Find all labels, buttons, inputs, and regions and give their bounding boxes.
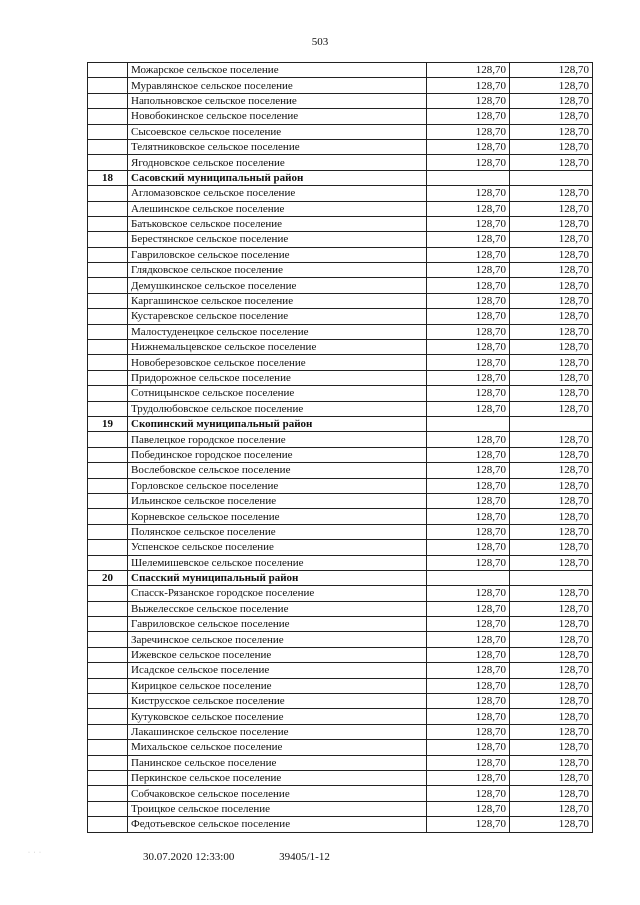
- table-row: [88, 155, 593, 170]
- row-number: [88, 770, 128, 785]
- value-1: 128,70: [427, 755, 510, 770]
- table-row: [88, 293, 593, 308]
- row-number: [88, 540, 128, 555]
- value-2: 128,70: [510, 293, 593, 308]
- settlement-name: Исадское сельское поселение: [128, 663, 427, 678]
- value-2: 128,70: [510, 493, 593, 508]
- table-row: [88, 386, 593, 401]
- value-1: 128,70: [427, 78, 510, 93]
- value-2: [510, 170, 593, 185]
- row-number: [88, 586, 128, 601]
- table-row: [88, 493, 593, 508]
- table-row: [88, 663, 593, 678]
- value-2: 128,70: [510, 694, 593, 709]
- value-1: 128,70: [427, 293, 510, 308]
- value-2: 128,70: [510, 463, 593, 478]
- row-number: [88, 601, 128, 616]
- table-row: [88, 755, 593, 770]
- value-1: 128,70: [427, 770, 510, 785]
- settlement-name: Глядковское сельское поселение: [128, 263, 427, 278]
- settlement-name: Лакашинское сельское поселение: [128, 724, 427, 739]
- value-2: 128,70: [510, 124, 593, 139]
- row-number: [88, 463, 128, 478]
- table-row: [88, 139, 593, 154]
- settlement-name: Скопинский муниципальный район: [128, 416, 427, 431]
- value-2: 128,70: [510, 386, 593, 401]
- value-2: 128,70: [510, 155, 593, 170]
- settlement-name: Сасовский муниципальный район: [128, 170, 427, 185]
- value-2: 128,70: [510, 63, 593, 78]
- table-row: [88, 216, 593, 231]
- value-2: 128,70: [510, 232, 593, 247]
- value-1: [427, 570, 510, 585]
- settlement-name: Шелемишевское сельское поселение: [128, 555, 427, 570]
- row-number: [88, 309, 128, 324]
- row-number: [88, 786, 128, 801]
- table-row: [88, 601, 593, 616]
- row-number: [88, 201, 128, 216]
- table-row: [88, 432, 593, 447]
- settlement-name: Демушкинское сельское поселение: [128, 278, 427, 293]
- row-number: [88, 370, 128, 385]
- value-1: 128,70: [427, 617, 510, 632]
- table-row: [88, 740, 593, 755]
- row-number: [88, 386, 128, 401]
- district-row: [88, 416, 593, 431]
- value-1: 128,70: [427, 155, 510, 170]
- row-number: [88, 401, 128, 416]
- value-1: 128,70: [427, 370, 510, 385]
- footer: [143, 851, 330, 863]
- value-2: 128,70: [510, 432, 593, 447]
- value-2: 128,70: [510, 447, 593, 462]
- row-number: [88, 524, 128, 539]
- value-1: 128,70: [427, 663, 510, 678]
- table-row: [88, 478, 593, 493]
- value-1: 128,70: [427, 324, 510, 339]
- value-1: 128,70: [427, 340, 510, 355]
- value-2: 128,70: [510, 216, 593, 231]
- value-1: 128,70: [427, 263, 510, 278]
- row-number: [88, 509, 128, 524]
- table-row: [88, 263, 593, 278]
- district-row: [88, 570, 593, 585]
- row-number: 19: [88, 416, 128, 431]
- table-row: [88, 632, 593, 647]
- value-1: 128,70: [427, 632, 510, 647]
- value-2: 128,70: [510, 263, 593, 278]
- table-row: [88, 678, 593, 693]
- value-2: 128,70: [510, 401, 593, 416]
- table-row: [88, 463, 593, 478]
- table-row: [88, 124, 593, 139]
- row-number: [88, 724, 128, 739]
- value-2: 128,70: [510, 817, 593, 832]
- value-2: 128,70: [510, 355, 593, 370]
- value-1: 128,70: [427, 232, 510, 247]
- table-row: [88, 817, 593, 832]
- table-row: [88, 278, 593, 293]
- settlement-name: Собчаковское сельское поселение: [128, 786, 427, 801]
- row-number: [88, 447, 128, 462]
- table-row: [88, 724, 593, 739]
- value-2: 128,70: [510, 724, 593, 739]
- table-row: [88, 63, 593, 78]
- settlement-name: Гавриловское сельское поселение: [128, 247, 427, 262]
- table-row: [88, 109, 593, 124]
- settlement-name: Перкинское сельское поселение: [128, 770, 427, 785]
- row-number: [88, 232, 128, 247]
- settlements-table: [87, 62, 593, 833]
- table-row: [88, 355, 593, 370]
- settlement-name: Батьковское сельское поселение: [128, 216, 427, 231]
- value-2: 128,70: [510, 755, 593, 770]
- value-2: 128,70: [510, 139, 593, 154]
- value-1: 128,70: [427, 509, 510, 524]
- value-2: 128,70: [510, 601, 593, 616]
- row-number: [88, 186, 128, 201]
- value-2: 128,70: [510, 663, 593, 678]
- value-2: 128,70: [510, 586, 593, 601]
- row-number: [88, 355, 128, 370]
- value-1: 128,70: [427, 524, 510, 539]
- row-number: [88, 709, 128, 724]
- value-1: 128,70: [427, 586, 510, 601]
- value-1: 128,70: [427, 247, 510, 262]
- row-number: [88, 647, 128, 662]
- value-2: 128,70: [510, 247, 593, 262]
- table-row: [88, 401, 593, 416]
- value-2: 128,70: [510, 632, 593, 647]
- table-row: [88, 309, 593, 324]
- settlement-name: Выжелесское сельское поселение: [128, 601, 427, 616]
- row-number: [88, 694, 128, 709]
- footer-timestamp: 30.07.2020 12:33:00: [143, 851, 235, 863]
- settlement-name: Вослебовское сельское поселение: [128, 463, 427, 478]
- value-2: 128,70: [510, 647, 593, 662]
- value-1: 128,70: [427, 647, 510, 662]
- row-number: [88, 755, 128, 770]
- table-row: [88, 247, 593, 262]
- value-1: [427, 416, 510, 431]
- value-1: 128,70: [427, 93, 510, 108]
- value-1: 128,70: [427, 709, 510, 724]
- row-number: [88, 801, 128, 816]
- value-1: 128,70: [427, 801, 510, 816]
- settlement-name: Новобокинское сельское поселение: [128, 109, 427, 124]
- value-1: 128,70: [427, 109, 510, 124]
- value-2: 128,70: [510, 278, 593, 293]
- settlement-name: Спасский муниципальный район: [128, 570, 427, 585]
- value-1: 128,70: [427, 201, 510, 216]
- row-number: 20: [88, 570, 128, 585]
- table-row: [88, 586, 593, 601]
- settlement-name: Сотницынское сельское поселение: [128, 386, 427, 401]
- footer-doc-code: 39405/1-12: [279, 851, 330, 863]
- row-number: [88, 340, 128, 355]
- row-number: [88, 555, 128, 570]
- row-number: [88, 263, 128, 278]
- table-row: [88, 801, 593, 816]
- table-row: [88, 93, 593, 108]
- value-2: 128,70: [510, 93, 593, 108]
- value-2: 128,70: [510, 801, 593, 816]
- value-2: 128,70: [510, 617, 593, 632]
- settlement-name: Напольновское сельское поселение: [128, 93, 427, 108]
- value-1: 128,70: [427, 478, 510, 493]
- settlement-name: Трудолюбовское сельское поселение: [128, 401, 427, 416]
- table-row: [88, 201, 593, 216]
- page-number: 503: [311, 36, 329, 48]
- value-1: 128,70: [427, 678, 510, 693]
- settlement-name: Горловское сельское поселение: [128, 478, 427, 493]
- value-2: 128,70: [510, 309, 593, 324]
- row-number: [88, 93, 128, 108]
- settlement-name: Панинское сельское поселение: [128, 755, 427, 770]
- value-1: 128,70: [427, 555, 510, 570]
- value-2: 128,70: [510, 201, 593, 216]
- settlement-name: Берестянское сельское поселение: [128, 232, 427, 247]
- row-number: [88, 493, 128, 508]
- value-2: 128,70: [510, 770, 593, 785]
- value-2: 128,70: [510, 478, 593, 493]
- settlement-name: Павелецкое городское поселение: [128, 432, 427, 447]
- value-1: 128,70: [427, 493, 510, 508]
- value-2: 128,70: [510, 109, 593, 124]
- value-1: 128,70: [427, 309, 510, 324]
- value-1: 128,70: [427, 186, 510, 201]
- table-row: [88, 447, 593, 462]
- value-2: 128,70: [510, 324, 593, 339]
- value-2: 128,70: [510, 78, 593, 93]
- table-row: [88, 647, 593, 662]
- table-body: [88, 63, 593, 833]
- settlement-name: Малостуденецкое сельское поселение: [128, 324, 427, 339]
- value-2: [510, 570, 593, 585]
- row-number: [88, 740, 128, 755]
- settlement-name: Каргашинское сельское поселение: [128, 293, 427, 308]
- value-1: 128,70: [427, 463, 510, 478]
- value-1: 128,70: [427, 786, 510, 801]
- table-row: [88, 370, 593, 385]
- settlement-name: Михальское сельское поселение: [128, 740, 427, 755]
- row-number: [88, 432, 128, 447]
- settlement-name: Киструсское сельское поселение: [128, 694, 427, 709]
- row-number: [88, 817, 128, 832]
- settlement-name: Муравлянское сельское поселение: [128, 78, 427, 93]
- settlement-name: Можарское сельское поселение: [128, 63, 427, 78]
- table-row: [88, 232, 593, 247]
- value-2: 128,70: [510, 340, 593, 355]
- row-number: [88, 663, 128, 678]
- value-1: [427, 170, 510, 185]
- value-2: 128,70: [510, 740, 593, 755]
- row-number: [88, 632, 128, 647]
- settlement-name: Кирицкое сельское поселение: [128, 678, 427, 693]
- settlement-name: Побединское городское поселение: [128, 447, 427, 462]
- value-2: 128,70: [510, 186, 593, 201]
- value-1: 128,70: [427, 278, 510, 293]
- row-number: [88, 617, 128, 632]
- settlement-name: Ижевское сельское поселение: [128, 647, 427, 662]
- district-row: [88, 170, 593, 185]
- table-row: [88, 509, 593, 524]
- settlement-name: Федотьевское сельское поселение: [128, 817, 427, 832]
- value-1: 128,70: [427, 355, 510, 370]
- row-number: [88, 155, 128, 170]
- value-1: 128,70: [427, 740, 510, 755]
- value-2: 128,70: [510, 709, 593, 724]
- row-number: [88, 293, 128, 308]
- settlement-name: Спасск-Рязанское городское поселение: [128, 586, 427, 601]
- settlement-name: Успенское сельское поселение: [128, 540, 427, 555]
- row-number: [88, 678, 128, 693]
- row-number: [88, 216, 128, 231]
- value-2: 128,70: [510, 524, 593, 539]
- row-number: [88, 139, 128, 154]
- value-2: 128,70: [510, 786, 593, 801]
- table-row: [88, 524, 593, 539]
- value-2: 128,70: [510, 540, 593, 555]
- value-1: 128,70: [427, 724, 510, 739]
- settlement-name: Кутуковское сельское поселение: [128, 709, 427, 724]
- table-row: [88, 694, 593, 709]
- value-1: 128,70: [427, 63, 510, 78]
- value-2: 128,70: [510, 509, 593, 524]
- table-row: [88, 324, 593, 339]
- value-1: 128,70: [427, 601, 510, 616]
- settlement-name: Нижнемальцевское сельское поселение: [128, 340, 427, 355]
- settlement-name: Ильинское сельское поселение: [128, 493, 427, 508]
- settlement-name: Корневское сельское поселение: [128, 509, 427, 524]
- settlement-name: Ягодновское сельское поселение: [128, 155, 427, 170]
- table-row: [88, 540, 593, 555]
- row-number: 18: [88, 170, 128, 185]
- settlement-name: Алешинское сельское поселение: [128, 201, 427, 216]
- settlement-name: Телятниковское сельское поселение: [128, 139, 427, 154]
- settlement-name: Агломазовское сельское поселение: [128, 186, 427, 201]
- table-row: [88, 770, 593, 785]
- row-number: [88, 247, 128, 262]
- value-1: 128,70: [427, 694, 510, 709]
- settlement-name: Троицкое сельское поселение: [128, 801, 427, 816]
- table-row: [88, 617, 593, 632]
- value-1: 128,70: [427, 447, 510, 462]
- settlement-name: Гавриловское сельское поселение: [128, 617, 427, 632]
- table-row: [88, 709, 593, 724]
- value-1: 128,70: [427, 401, 510, 416]
- table-row: [88, 340, 593, 355]
- row-number: [88, 278, 128, 293]
- value-1: 128,70: [427, 432, 510, 447]
- settlement-name: Придорожное сельское поселение: [128, 370, 427, 385]
- scan-mark: · · ·: [28, 850, 42, 856]
- row-number: [88, 478, 128, 493]
- row-number: [88, 124, 128, 139]
- row-number: [88, 78, 128, 93]
- table-row: [88, 186, 593, 201]
- table-row: [88, 786, 593, 801]
- settlement-name: Новоберезовское сельское поселение: [128, 355, 427, 370]
- value-2: 128,70: [510, 370, 593, 385]
- value-2: [510, 416, 593, 431]
- value-1: 128,70: [427, 216, 510, 231]
- value-1: 128,70: [427, 817, 510, 832]
- value-1: 128,70: [427, 386, 510, 401]
- value-1: 128,70: [427, 139, 510, 154]
- row-number: [88, 63, 128, 78]
- settlement-name: Сысоевское сельское поселение: [128, 124, 427, 139]
- table-row: [88, 78, 593, 93]
- row-number: [88, 324, 128, 339]
- settlement-name: Полянское сельское поселение: [128, 524, 427, 539]
- row-number: [88, 109, 128, 124]
- settlement-name: Заречинское сельское поселение: [128, 632, 427, 647]
- value-1: 128,70: [427, 124, 510, 139]
- value-2: 128,70: [510, 678, 593, 693]
- settlement-name: Кустаревское сельское поселение: [128, 309, 427, 324]
- value-1: 128,70: [427, 540, 510, 555]
- value-2: 128,70: [510, 555, 593, 570]
- table-row: [88, 555, 593, 570]
